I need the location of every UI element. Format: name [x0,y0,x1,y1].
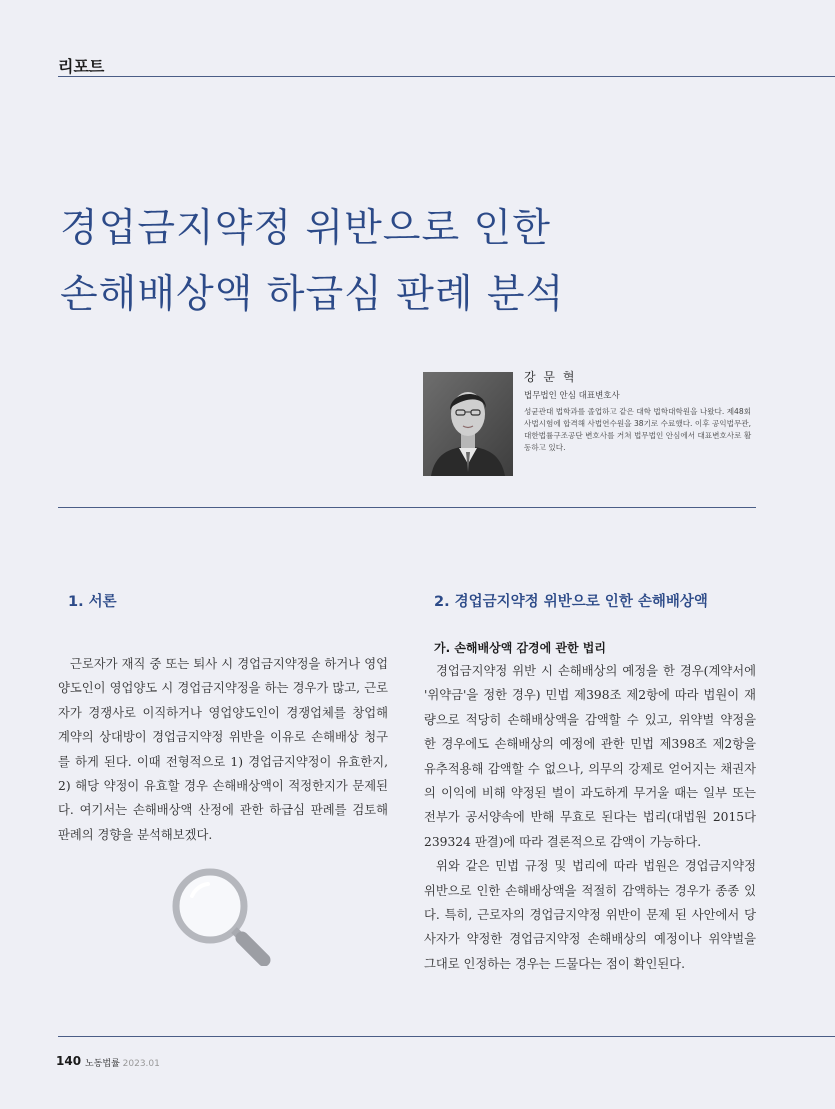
article-title [60,196,780,328]
section-2-subheading: 가. 손해배상액 감경에 관한 법리 [434,641,606,655]
section-label: 리포트 [58,57,105,76]
section-2 [424,590,756,976]
section-2-heading: 2. 경업금지약정 위반으로 인한 손해배상액 [434,594,708,610]
section-2-paragraph-2: 위와 같은 민법 규정 및 법리에 따라 법원은 경업금지약정 위반으로 인한 손해배상액을 적절히 감액하는 경우가 종종 있다. 특히, 근로자의 경업금지약정 위반이 문제 된 사안에서 당사자가 약정한 경업금지약정 손해배상의 예정이나 위약벌을 그대로 인정하는 경우는 드물다는 점이 확인된다. [424,859,756,971]
section-1-paragraph: 근로자가 재직 중 또는 퇴사 시 경업금지약정을 하거나 영업양도인이 영업양도 시 경업금지약정을 하는 경우가 많고, 근로자가 경쟁사로 이직하거나 영업양도인이 경쟁업체를 창업해 계약의 상대방이 경업금지약정 위반을 이유로 손해배상 청구를 하게 된다. 이때 전형적으로 1) 경업금지약정이 유효한지, 2) 해당 약정이 유효할 경우 손해배상액이 적정한지가 문제된다. 여기서는 손해배상액 산정에 관한 하급심 판례를 검토해 판례의 경향을 분석해보겠다. [58,657,388,842]
content-rule [58,507,756,508]
magnifying-glass-icon [170,866,272,966]
author-name: 강 문 혁 [524,370,577,384]
magazine-name: 노동법률 [85,1059,120,1069]
title-line-1: 경업금지약정 위반으로 인한 [60,206,551,251]
author-photo [423,372,513,476]
section-1 [58,590,388,847]
page-number: 140 [56,1054,82,1068]
title-line-2: 손해배상액 하급심 판례 분석 [60,272,565,317]
header-rule [58,76,835,77]
section-2-paragraph-1: 경업금지약정 위반 시 손해배상의 예정을 한 경우(계약서에 '위약금'을 정한 경우) 민법 제398조 제2항에 따라 법원이 재량으로 적당히 손해배상액을 감액할 수 있고, 위약벌 약정을 한 경우에도 손해배상의 예정에 관한 민법 제398조 제2항을 유추적용해 감액할 수 없으나, 의무의 강제로 얻어지는 채권자의 이익에 비해 약정된 벌이 과도하게 무거울 때는 일부 또는 전부가 공서양속에 반해 무효로 된다는 법리(대법원 2015다239324 판결)에 따라 결론적으로 감액이 가능하다. [424,664,756,849]
author-info [524,368,756,454]
magazine-issue: 2023.01 [122,1059,160,1069]
footer-magazine [85,1056,160,1069]
section-1-heading: 1. 서론 [68,594,117,610]
author-bio: 성균관대 법학과를 졸업하고 같은 대학 법학대학원을 나왔다. 제48회 사법시험에 합격해 사법연수원을 38기로 수료했다. 이후 공익법무관, 대한법률구조공단 변호사를 거쳐 법무법인 안심에서 대표변호사로 활동하고 있다. [524,407,752,452]
footer-rule [58,1036,835,1037]
author-role: 법무법인 안심 대표변호사 [524,391,620,401]
